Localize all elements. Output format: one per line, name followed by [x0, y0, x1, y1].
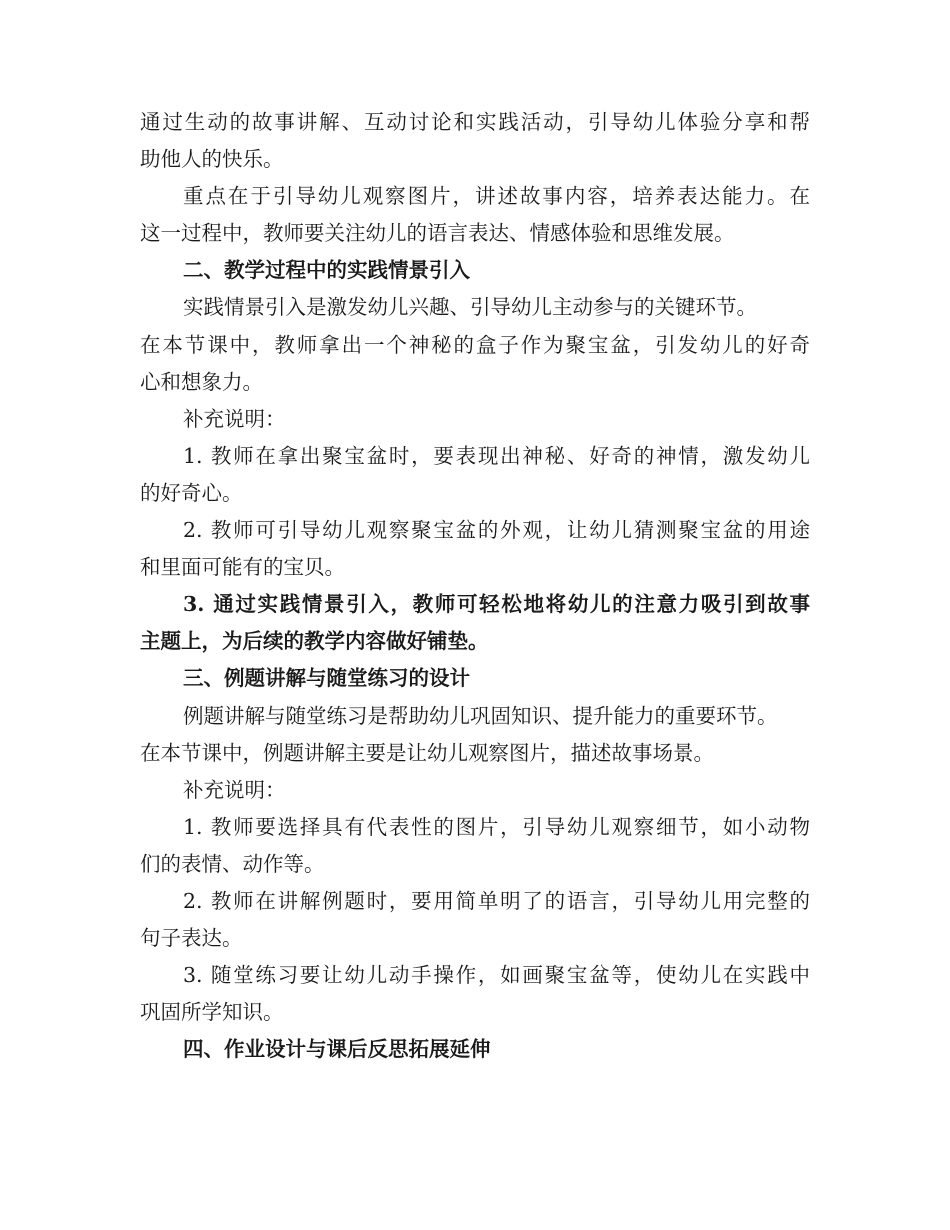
text-line: 的好奇心。	[140, 480, 243, 505]
section-heading: 二、教学过程中的实践情景引入	[183, 258, 470, 283]
document-page	[140, 104, 810, 1068]
section-heading: 四、作业设计与课后反思拓展延伸	[183, 1037, 491, 1062]
text-line: 这一过程中，教师要关注幼儿的语言表达、情感体验和思维发展。	[140, 221, 735, 246]
section-heading: 三、例题讲解与随堂练习的设计	[183, 666, 470, 691]
text-line: 1. 教师在拿出聚宝盆时，要表现出神秘、好奇的神情，激发幼儿	[183, 443, 810, 468]
text-line: 3. 通过实践情景引入，教师可轻松地将幼儿的注意力吸引到故事	[183, 592, 810, 617]
text-line: 和里面可能有的宝贝。	[140, 555, 345, 580]
text-line: 心和想象力。	[140, 369, 263, 394]
text-line: 重点在于引导幼儿观察图片，讲述故事内容，培养表达能力。在	[183, 184, 810, 209]
text-line: 1. 教师要选择具有代表性的图片，引导幼儿观察细节，如小动物	[183, 814, 810, 839]
text-line: 实践情景引入是激发幼儿兴趣、引导幼儿主动参与的关键环节。	[183, 295, 757, 320]
text-line: 助他人的快乐。	[140, 147, 284, 172]
text-line: 补充说明：	[183, 406, 286, 431]
text-line: 通过生动的故事讲解、互动讨论和实践活动，引导幼儿体验分享和帮	[140, 110, 810, 134]
text-line: 主题上，为后续的教学内容做好铺垫。	[140, 629, 489, 654]
text-line: 句子表达。	[140, 926, 243, 951]
text-line: 2. 教师在讲解例题时，要用简单明了的语言，引导幼儿用完整的	[183, 888, 810, 913]
text-line: 3. 随堂练习要让幼儿动手操作，如画聚宝盆等，使幼儿在实践中	[183, 963, 810, 988]
text-line: 在本节课中，例题讲解主要是让幼儿观察图片，描述故事场景。	[140, 740, 714, 765]
text-line: 补充说明：	[183, 777, 286, 802]
text-line: 巩固所学知识。	[140, 1000, 284, 1025]
text-line: 在本节课中，教师拿出一个神秘的盒子作为聚宝盆，引发幼儿的好奇	[140, 332, 810, 357]
text-line: 例题讲解与随堂练习是帮助幼儿巩固知识、提升能力的重要环节。	[183, 703, 778, 728]
text-line: 们的表情、动作等。	[140, 851, 325, 876]
text-line: 2. 教师可引导幼儿观察聚宝盆的外观，让幼儿猜测聚宝盆的用途	[183, 518, 810, 543]
